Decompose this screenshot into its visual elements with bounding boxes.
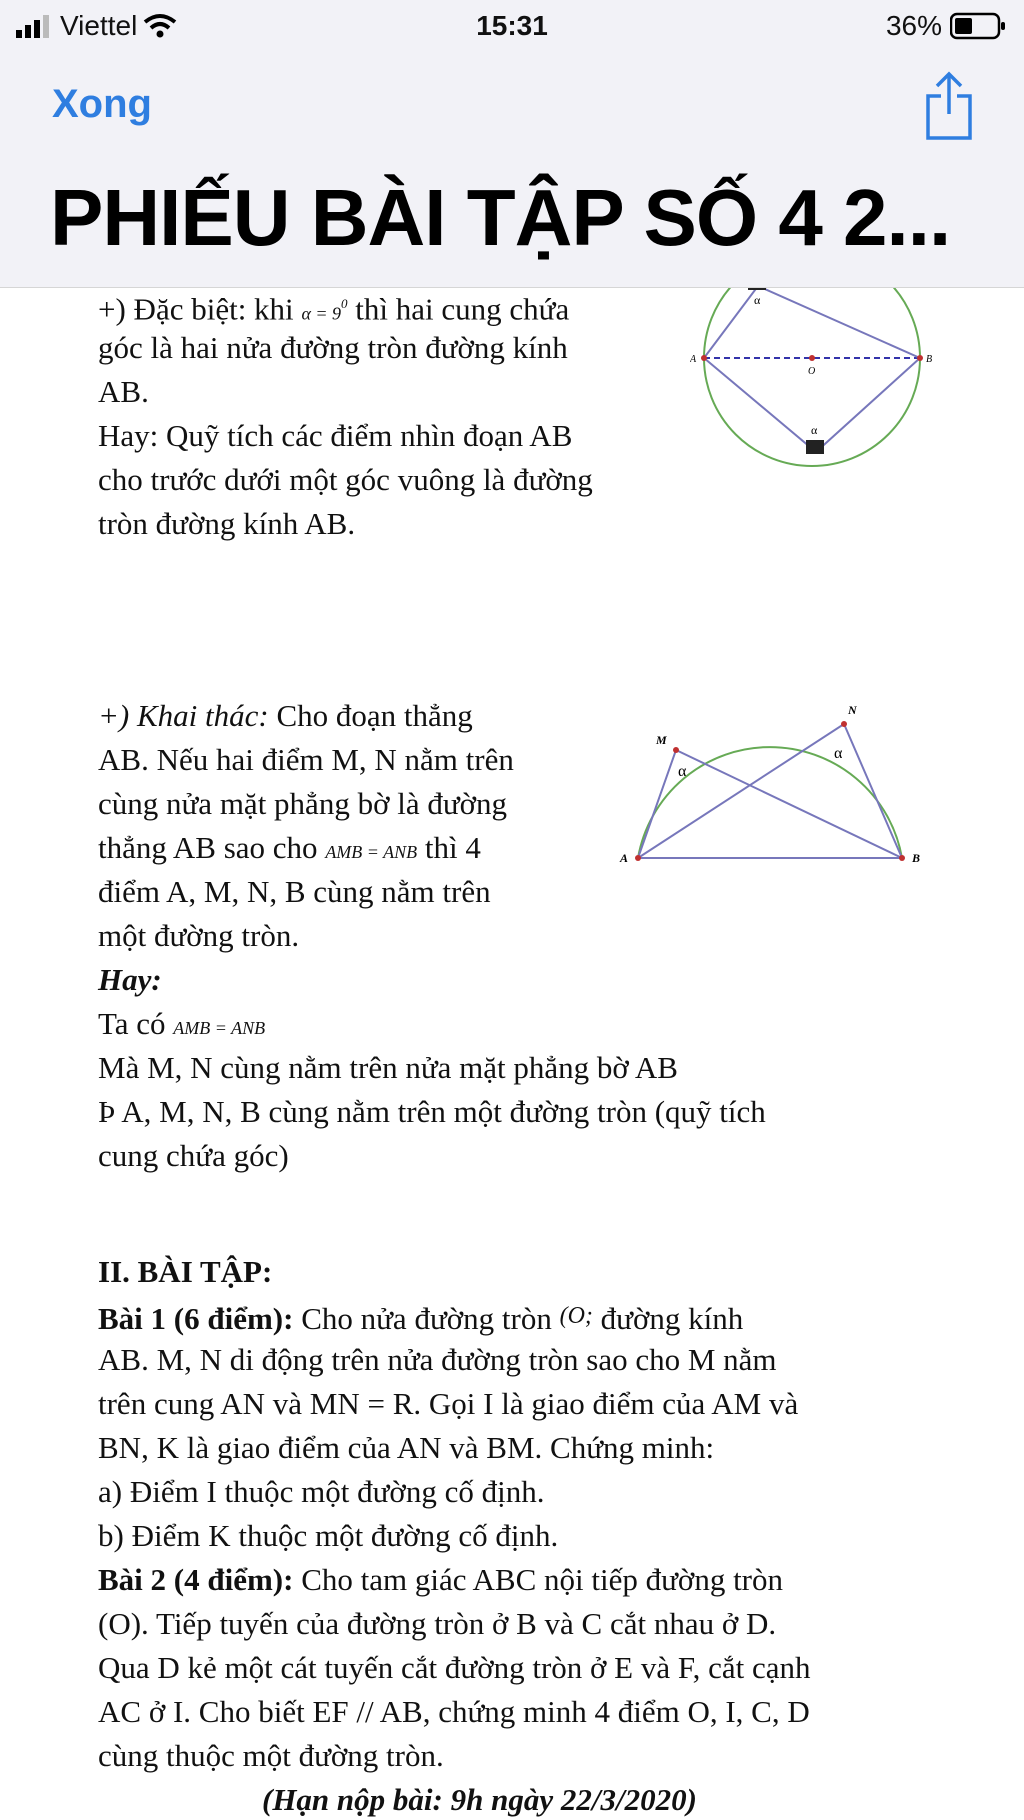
s1-line-3: AB.	[98, 374, 149, 409]
fig1-label-B: B	[926, 354, 933, 365]
b1-part-b: b) Điểm K thuộc một đường cố định.	[98, 1518, 559, 1553]
s2-line-6: một đường tròn.	[98, 918, 300, 953]
fig1-right-angle-top	[748, 288, 766, 290]
exercises-heading: II. BÀI TẬP:	[98, 1254, 273, 1289]
fig1-label-O: O	[808, 366, 816, 377]
figure-cyclic-points	[612, 700, 942, 890]
figure-circle-diameter	[690, 288, 940, 478]
fig2-label-B: B	[912, 851, 921, 865]
fig2-label-N: N	[848, 703, 857, 717]
s1-line-6: tròn đường kính AB.	[98, 506, 356, 541]
fig2-ANB	[638, 724, 902, 858]
b2-line-5: cùng thuộc một đường tròn.	[98, 1738, 444, 1773]
s2-line-4: thẳng AB sao cho AMB = ANB thì 4	[98, 830, 481, 865]
battery-icon	[950, 12, 1006, 40]
s2-line-10: cung chứa góc)	[98, 1138, 289, 1173]
degree-sup: 0	[341, 296, 348, 311]
viewer-header	[0, 52, 1024, 288]
s2-line-2: AB. Nếu hai điểm M, N nằm trên	[98, 742, 514, 777]
share-icon	[924, 70, 974, 142]
s2-taco: Ta có AMB = ANB	[98, 1006, 266, 1041]
fig2-label-A: A	[620, 851, 629, 865]
b2-line-3: Qua D kẻ một cát tuyến cắt đường tròn ở E và F, cắt cạnh	[98, 1650, 811, 1685]
s2-hay: Hay:	[98, 962, 162, 997]
b1-part-a: a) Điểm I thuộc một đường cố định.	[98, 1474, 545, 1509]
status-right	[886, 10, 1006, 42]
angle-equation-1: AMB = ANB	[325, 842, 418, 862]
status-bar	[0, 0, 1024, 52]
fig1-alpha-top: α	[754, 293, 761, 307]
alpha-equation: α = 9	[301, 303, 342, 324]
fig1-right-angle-bottom	[806, 440, 824, 454]
radius-notation: (O;	[559, 1303, 593, 1329]
battery-percent: 36%	[885, 10, 942, 41]
b1-line-4: BN, K là giao điểm của AN và BM. Chứng minh:	[98, 1430, 715, 1465]
s2-line-1: +) Khai thác: Cho đoạn thẳng	[98, 698, 473, 733]
fig1-upper-angle	[704, 288, 920, 358]
b1-line-2: AB. M, N di động trên nửa đường tròn sao cho M nằm	[98, 1342, 777, 1377]
fig1-label-A: A	[690, 354, 697, 365]
status-time: 15:31	[476, 10, 548, 41]
carrier-name: Viettel	[60, 10, 138, 41]
angle-equation-2: AMB = ANB	[173, 1018, 266, 1038]
document-page	[0, 288, 1024, 1820]
s2-line-9: Þ A, M, N, B cùng nằm trên một đường tròn (quỹ tích	[98, 1094, 766, 1129]
s2-line-5: điểm A, M, N, B cùng nằm trên	[98, 874, 491, 909]
s2-line-3: cùng nửa mặt phẳng bờ là đường	[98, 786, 508, 821]
deadline-note: (Hạn nộp bài: 9h ngày 22/3/2020)	[262, 1782, 697, 1817]
s1-line-5: cho trước dưới một góc vuông là đường	[98, 462, 593, 497]
share-button[interactable]	[924, 70, 974, 147]
done-button[interactable]: Xong	[52, 82, 152, 126]
s2-line-8: Mà M, N cùng nằm trên nửa mặt phẳng bờ AB	[98, 1050, 678, 1085]
fig1-alpha-bottom: α	[811, 423, 818, 437]
b2-line-1: Bài 2 (4 điểm): Cho tam giác ABC nội tiếp đường tròn	[98, 1562, 784, 1597]
b2-line-2: (O). Tiếp tuyến của đường tròn ở B và C cắt nhau ở D.	[98, 1606, 777, 1641]
s1-line-2: góc là hai nửa đường tròn đường kính	[98, 330, 568, 365]
b1-line-1: Bài 1 (6 điểm): Cho nửa đường tròn (O; đường kính	[98, 1301, 744, 1336]
b1-line-3: trên cung AN và MN = R. Gọi I là giao điểm của AM và	[98, 1386, 799, 1421]
s1-line-4: Hay: Quỹ tích các điểm nhìn đoạn AB	[98, 418, 573, 453]
fig2-label-M: M	[656, 733, 667, 747]
fig2-alpha-right: α	[834, 745, 843, 762]
fig2-alpha-left: α	[678, 763, 687, 780]
s1-line-1: +) Đặc biệt: khi $\alpha = 9^0$ thì hai cung chứa	[98, 291, 570, 327]
document-title: PHIẾU BÀI TẬP SỐ 4 2...	[50, 173, 951, 262]
b2-line-4: AC ở I. Cho biết EF // AB, chứng minh 4 điểm O, I, C, D	[98, 1694, 810, 1729]
